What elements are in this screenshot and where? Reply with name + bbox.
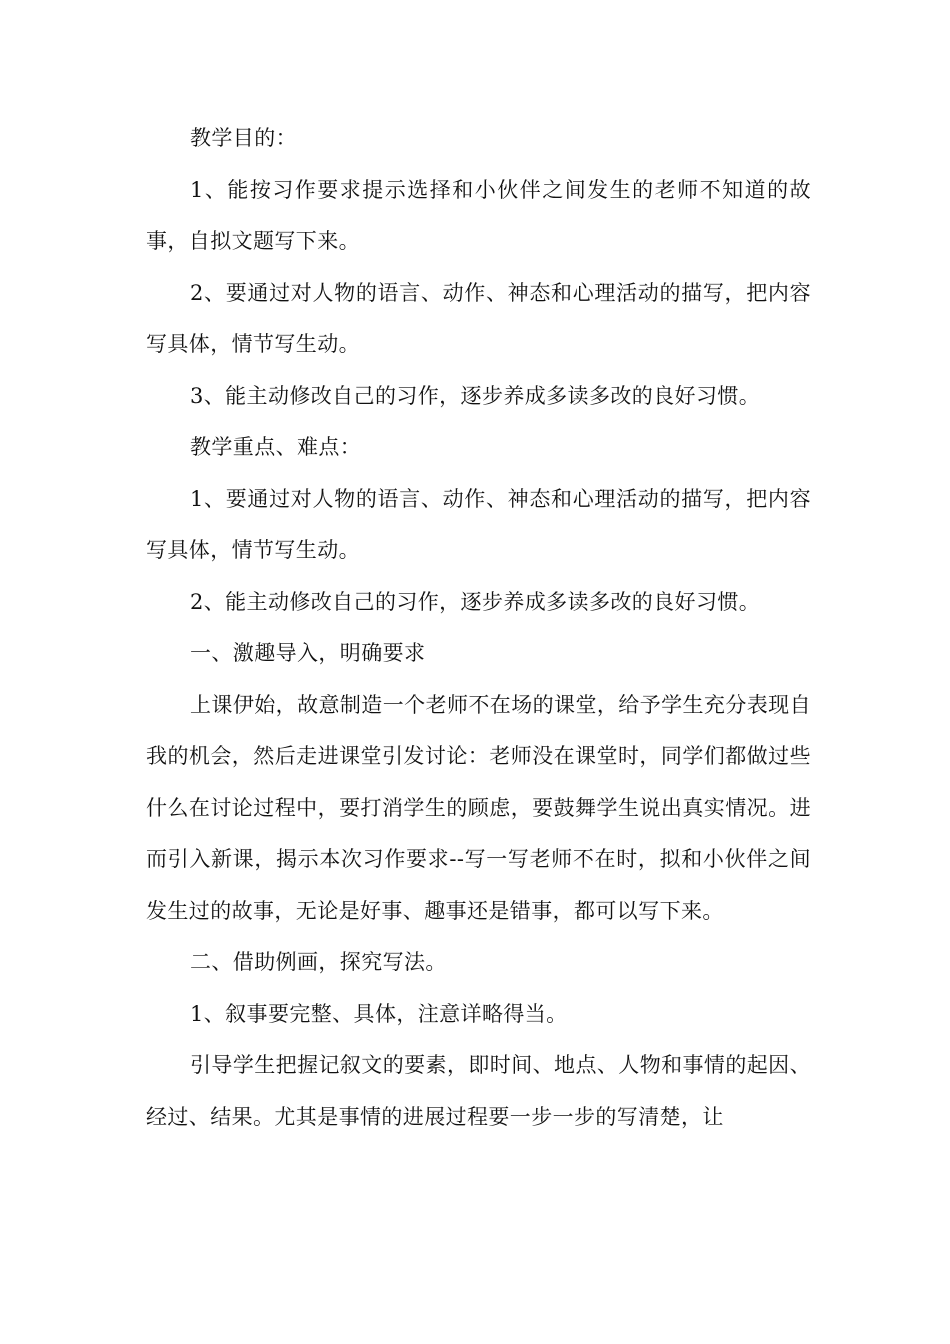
- section-2-body: 引导学生把握记叙文的要素，即时间、地点、人物和事情的起因、经过、结果。尤其是事情的进展过程要一步一步的写清楚，让: [146, 1053, 811, 1129]
- goal-item-2: 2、要通过对人物的语言、动作、神态和心理活动的描写，把内容写具体，情节写生动。: [146, 280, 811, 356]
- goal-item-3: 3、能主动修改自己的习作，逐步养成多读多改的良好习惯。: [190, 383, 761, 408]
- heading-key-points: 教学重点、难点：: [190, 435, 362, 459]
- goal-item-1: 1、能按习作要求提示选择和小伙伴之间发生的老师不知道的故事，自拟文题写下来。: [146, 177, 811, 253]
- document-body: [146, 113, 811, 1143]
- key-point-item-1: 1、要通过对人物的语言、动作、神态和心理活动的描写，把内容写具体，情节写生动。: [146, 486, 811, 562]
- section-heading-1: 一、激趣导入，明确要求: [190, 641, 426, 665]
- section-2-item-1: 1、叙事要完整、具体，注意详略得当。: [190, 1001, 568, 1026]
- heading-teaching-goals: 教学目的：: [190, 126, 297, 150]
- key-point-item-2: 2、能主动修改自己的习作，逐步养成多读多改的良好习惯。: [190, 589, 761, 614]
- section-1-body: 上课伊始，故意制造一个老师不在场的课堂，给予学生充分表现自我的机会，然后走进课堂引发讨论：老师没在课堂时，同学们都做过些什么在讨论过程中，要打消学生的顾虑，要鼓舞学生说出真实情况。进而引入新课，揭示本次习作要求--写一写老师不在时，拟和小伙伴之间发生过的故事，无论是好事、趣事还是错事，都可以写下来。: [146, 692, 811, 923]
- section-heading-2: 二、借助例画，探究写法。: [190, 950, 447, 974]
